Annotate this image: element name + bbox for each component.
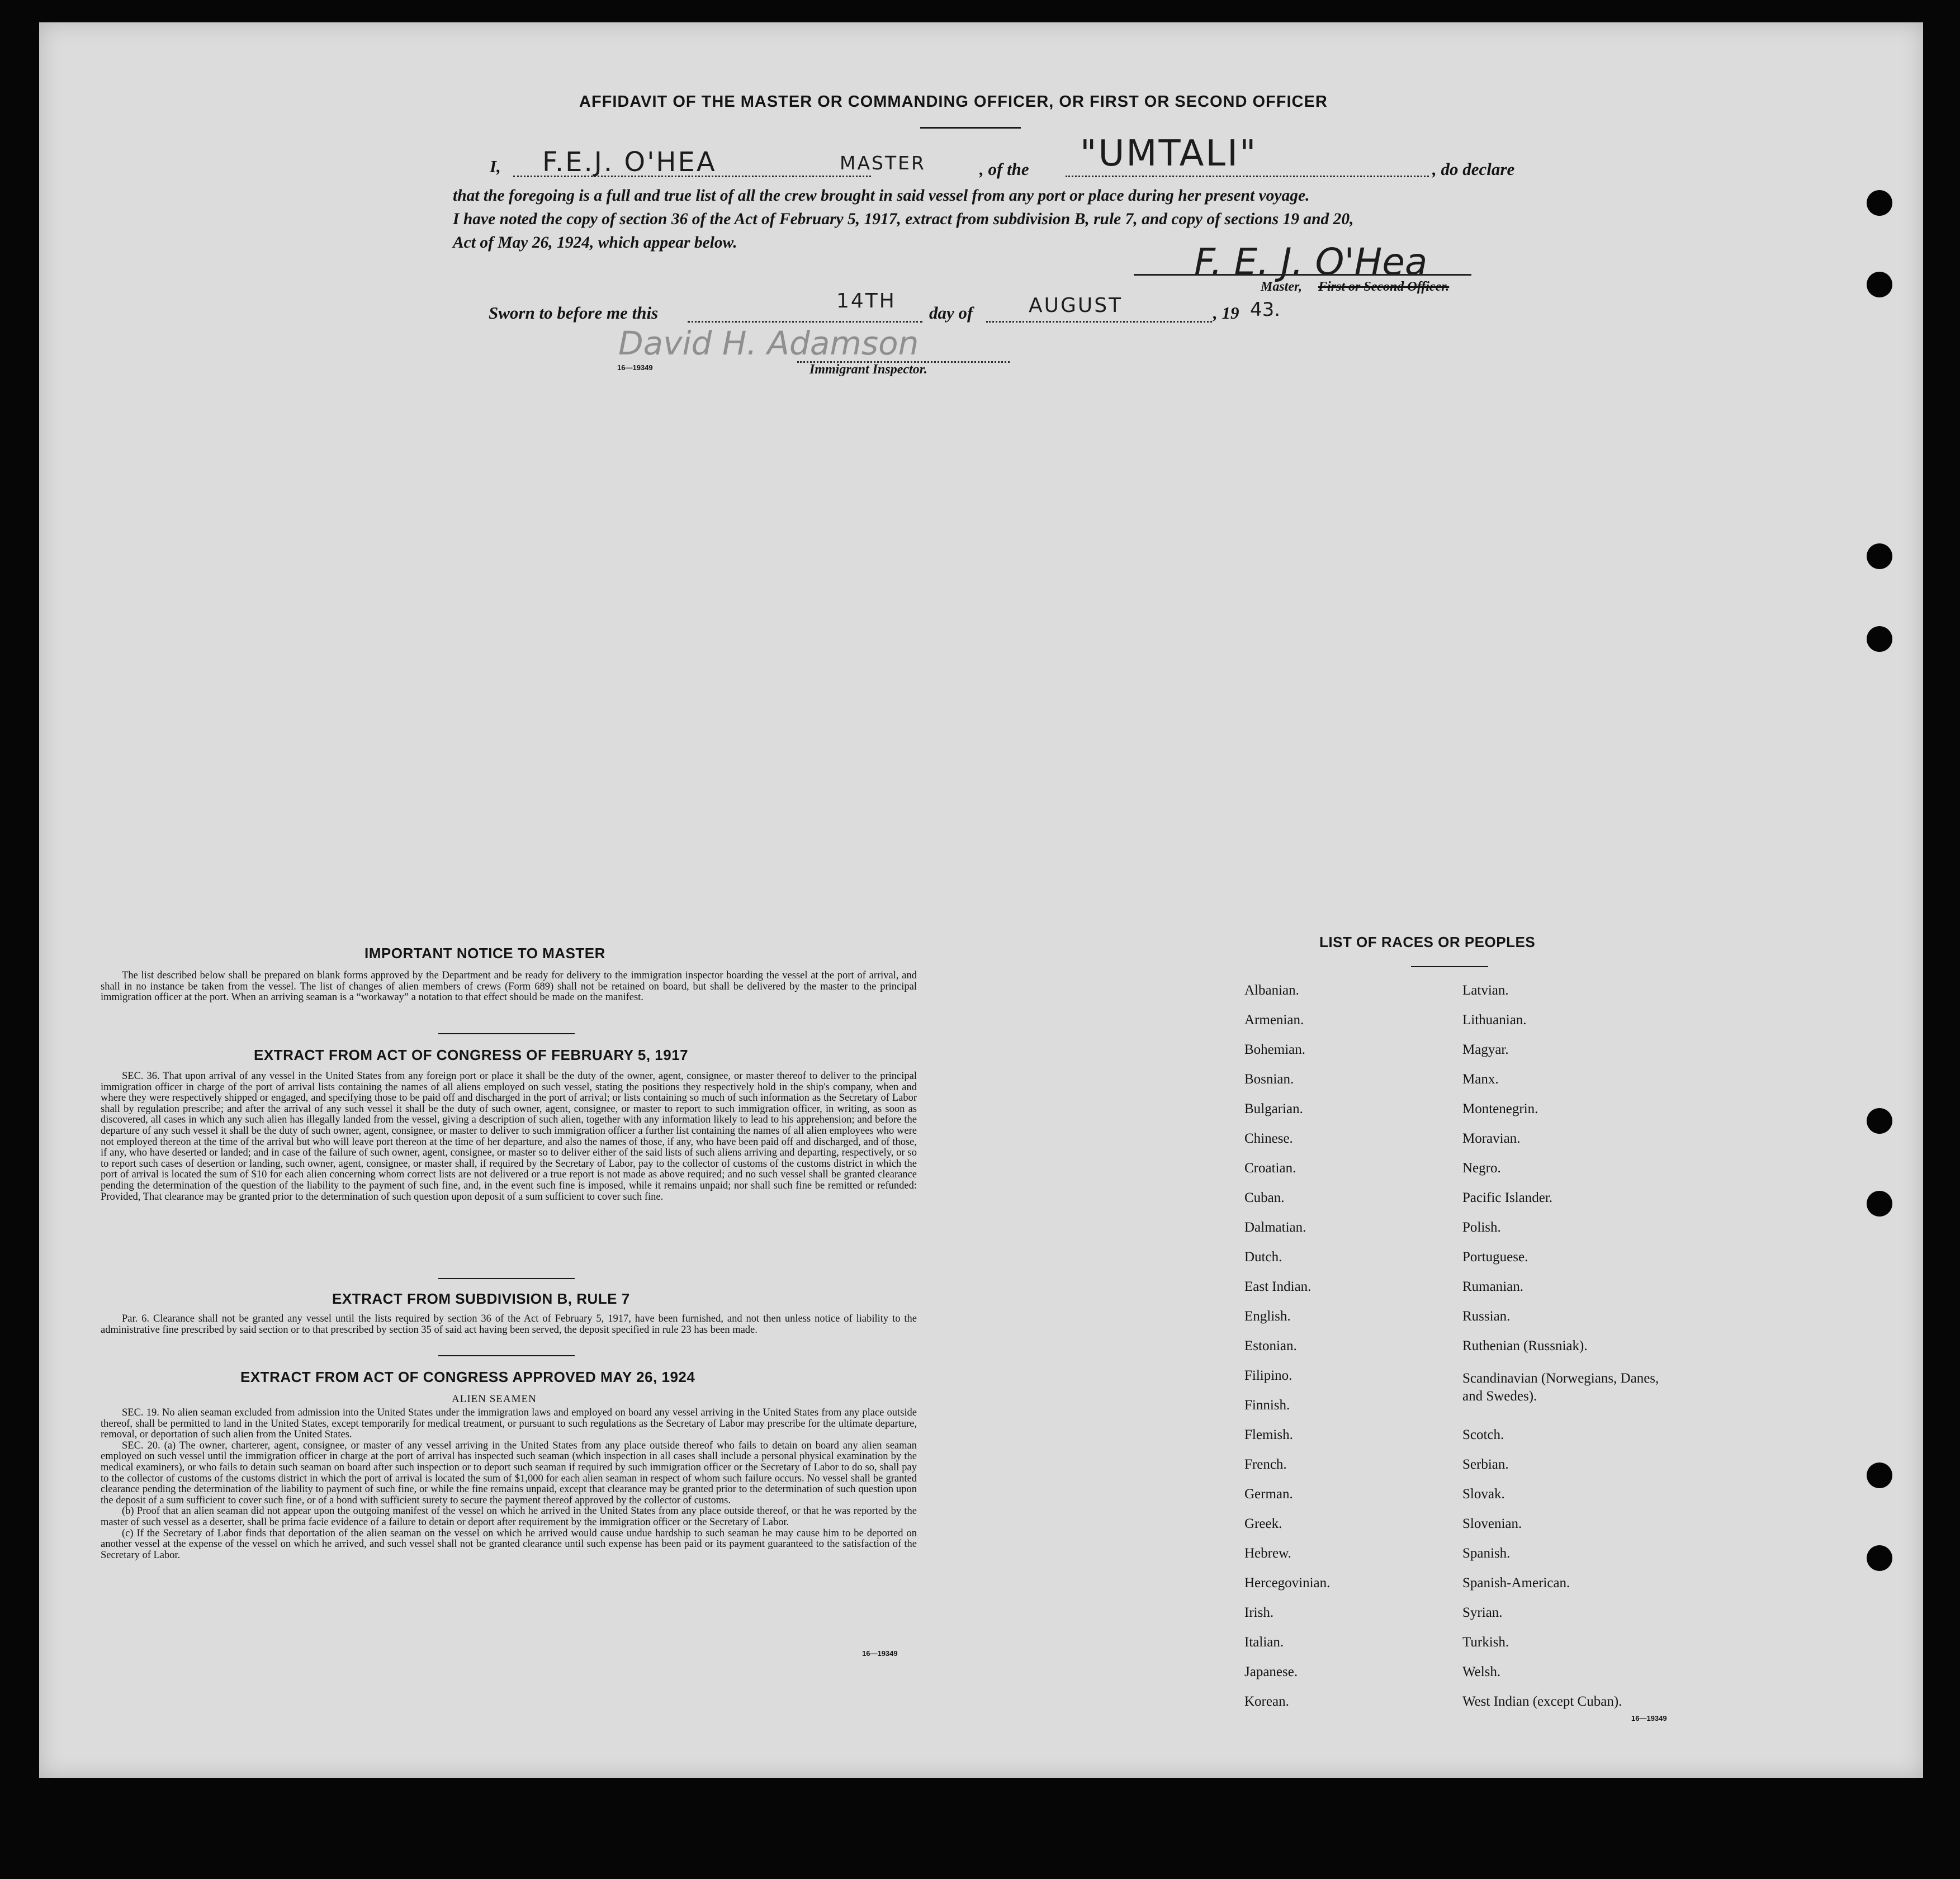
race-item: Pacific Islander. xyxy=(1462,1190,1553,1205)
extract-1917-heading: EXTRACT FROM ACT OF CONGRESS OF FEBRUARY 5, 1917 xyxy=(254,1047,689,1063)
race-item: West Indian (except Cuban). xyxy=(1462,1694,1622,1709)
punch-hole xyxy=(1867,626,1892,652)
race-item: Polish. xyxy=(1462,1220,1501,1235)
race-item: Slovak. xyxy=(1462,1487,1505,1502)
affidavit-title: AFFIDAVIT OF THE MASTER OR COMMANDING OFFICER, OR FIRST OR SECOND OFFICER xyxy=(579,93,1328,111)
race-item: Greek. xyxy=(1244,1516,1282,1531)
punch-hole xyxy=(1867,272,1892,297)
race-item: Dalmatian. xyxy=(1244,1220,1306,1235)
section-divider xyxy=(438,1278,575,1279)
extract-1924-heading: EXTRACT FROM ACT OF CONGRESS APPROVED MAY 26, 1924 xyxy=(240,1369,695,1385)
race-item: Filipino. xyxy=(1244,1368,1293,1383)
vessel-name-handwritten: "UMTALI" xyxy=(1080,133,1258,174)
master-label: Master, xyxy=(1261,280,1303,294)
race-item: Russian. xyxy=(1462,1309,1511,1324)
day-line xyxy=(688,321,922,323)
race-item: Spanish-American. xyxy=(1462,1575,1570,1591)
race-item: Portuguese. xyxy=(1462,1249,1528,1265)
form-number-left: 16—19349 xyxy=(862,1649,898,1658)
notice-paragraph: The list described below shall be prepared on blank forms approved by the Department and be ready for delivery to the immigration inspector boarding the vessel at the port of arrival, and shall in no instance be taken from the vessel. The list of changes of alien members of crews (Form 689) shall not be retained on board, but shall be delivered by the master to the principal immigration officer at the port. When an arriving seaman is a “workaway” a notation to that effect should be made on the manifest. xyxy=(101,970,917,1004)
extract-1917-paragraph: SEC. 36. That upon arrival of any vessel in the United States from any foreign port or place it shall be the duty of the owner, agent, consignee, or master thereof to deliver to the principal immigration officer in charge of the port of arrival lists containing the names of all aliens employed on such vessel, stating the positions they respectively hold in the ship's company, when and where they were respectively shipped or engaged, and specifying those to be paid off and discharged in the port of arrival; or lists containing so much of such information as the Secretary of Labor shall by regulation prescribe; and after the arrival of any such vessel it shall be the duty of such owner, agent, consignee, or master to report to such immigration officer, in writing, as soon as discovered, all cases in which any such alien has illegally landed from the vessel, giving a description of such alien, together with any information likely to lead to his apprehension; and before the departure of any such vessel it shall be the duty of such owner, agent, consignee, or master to deliver to such immigration officer a further list containing the names of all alien employees who were not employed thereon at the time of the arrival but who will leave port thereon at the time of her departure, and also the names of those, if any, who have been paid off and discharged, and of those, if any, who have deserted or landed; and in case of the failure of such owner, agent, consignee, or master so to deliver either of the said lists of such aliens arriving and departing, respectively, or so to report such cases of desertion or landing, such owner, agent, consignee, or master shall, if required by the Secretary of Labor, pay to the collector of customs of the customs district in which the port of arrival is located the sum of $10 for each alien concerning whom correct lists are not delivered or a true report is not made as above required; and no such vessel shall be granted clearance pending the determination of the question of the liability to the payment of such fine, and, in the event such fine is imposed, while it remains unpaid; nor shall such fine be remitted or refunded: Provided, That clearance may be granted prior to the determination of such question upon deposit of a sum sufficient to cover such fine. xyxy=(101,1071,917,1203)
race-item: Manx. xyxy=(1462,1072,1499,1087)
do-declare-label: , do declare xyxy=(1432,159,1515,179)
title-divider xyxy=(920,127,1021,129)
race-item: English. xyxy=(1244,1309,1291,1324)
master-signature: F. E. J. O'Hea xyxy=(1194,240,1428,283)
year-handwritten: 43. xyxy=(1250,299,1281,321)
race-item: Hebrew. xyxy=(1244,1546,1291,1561)
race-item: Moravian. xyxy=(1462,1131,1521,1146)
sec-20c-paragraph: (c) If the Secretary of Labor finds that deportation of the alien seaman on the vessel on which he arrived would cause undue hardship to such seaman he may cause him to be deported on another vessel at the expense of the vessel on which he arrived, and such vessel shall not be granted clearance until such expense has been paid or its payment guaranteed to the satisfaction of the Secretary of Labor. xyxy=(101,1527,917,1561)
inspector-label: Immigrant Inspector. xyxy=(809,362,927,377)
punch-hole xyxy=(1867,1545,1892,1571)
race-item: Italian. xyxy=(1244,1635,1284,1650)
notice-heading: IMPORTANT NOTICE TO MASTER xyxy=(364,945,605,962)
section-divider xyxy=(438,1033,575,1034)
race-item: East Indian. xyxy=(1244,1279,1312,1294)
race-item: Slovenian. xyxy=(1462,1516,1522,1531)
race-item: Estonian. xyxy=(1244,1338,1297,1353)
punch-hole xyxy=(1867,1108,1892,1134)
rule-7-heading: EXTRACT FROM SUBDIVISION B, RULE 7 xyxy=(332,1290,630,1307)
race-item: Chinese. xyxy=(1244,1131,1293,1146)
declaration-line-3: Act of May 26, 1924, which appear below. xyxy=(453,234,737,252)
race-item: Bosnian. xyxy=(1244,1072,1294,1087)
inspector-signature: David H. Adamson xyxy=(618,324,919,362)
race-item: Welsh. xyxy=(1462,1664,1501,1679)
race-item: Scandinavian (Norwegians, Danes, and Swedes). xyxy=(1462,1371,1659,1404)
race-item: Negro. xyxy=(1462,1161,1501,1176)
punch-hole xyxy=(1867,1191,1892,1217)
race-item: Scotch. xyxy=(1462,1427,1504,1442)
race-item: Japanese. xyxy=(1244,1664,1298,1679)
race-item: Korean. xyxy=(1244,1694,1289,1709)
sworn-label: Sworn to before me this xyxy=(489,303,659,323)
race-item: Montenegrin. xyxy=(1462,1101,1538,1116)
notice-text xyxy=(101,971,917,1004)
race-item: Magyar. xyxy=(1462,1042,1509,1057)
race-item: Armenian. xyxy=(1244,1012,1304,1028)
i-label: I, xyxy=(490,157,501,176)
race-item: Ruthenian (Russniak). xyxy=(1462,1338,1588,1353)
master-name-handwritten: F.E.J. O'HEA xyxy=(542,146,717,178)
race-item: Rumanian. xyxy=(1462,1279,1524,1294)
first-or-second-officer-struck: First or Second Officer. xyxy=(1318,280,1450,294)
race-item: Albanian. xyxy=(1244,983,1299,998)
sec-20a-paragraph: SEC. 20. (a) The owner, charterer, agent, consignee, or master of any vessel arriving in the United States from any place outside thereof who fails to detain on board any alien seaman employed on such vessel until the immigration officer in charge at the port of arrival has inspected such seaman (which inspection in all cases shall include a personal physical examination by the medical examiners), or who fails to detain such seaman on board after such inspection or to deport such seaman if required by such immigration officer or the Secretary of Labor to do so, shall pay to the collector of customs of the customs district in which the port of arrival is located the sum of $1,000 for each alien seaman in respect of whom such failure occurs. No vessel shall be granted clearance pending the determination of the liability to payment of such fine, or while the fine remains unpaid, except that clearance may be granted prior to the determination of such question upon the deposit of a sum sufficient to cover such fine, or of a bond with sufficient surety to secure the payment thereof approved by the collector of customs. xyxy=(101,1440,917,1506)
race-item: French. xyxy=(1244,1457,1287,1472)
race-item: Finnish. xyxy=(1244,1398,1290,1413)
day-of-label: day of xyxy=(929,303,973,323)
punch-hole xyxy=(1867,543,1892,569)
rank-handwritten: MASTER xyxy=(840,152,926,174)
punch-hole xyxy=(1867,1463,1892,1488)
section-divider xyxy=(438,1355,575,1356)
race-item: Serbian. xyxy=(1462,1457,1509,1472)
extract-1924-text xyxy=(101,1408,917,1561)
day-handwritten: 14TH xyxy=(836,290,896,313)
race-item: Bulgarian. xyxy=(1244,1101,1303,1116)
sec-19-paragraph: SEC. 19. No alien seaman excluded from admission into the United States under the immigration laws and employed on board any vessel arriving in the United States from any place outside thereof, shall be permitted to land in the United States, except temporarily for medical treatment, or pursuant to such regulations as the Secretary of Labor may prescribe for the ultimate departure, removal, or deportation of such alien from the United States. xyxy=(101,1407,917,1441)
race-item: Bohemian. xyxy=(1244,1042,1306,1057)
race-item: Lithuanian. xyxy=(1462,1012,1527,1028)
race-item: Dutch. xyxy=(1244,1249,1282,1265)
rule-7-paragraph: Par. 6. Clearance shall not be granted any vessel until the lists required by section 36 of the Act of February 5, 1917, have been furnished, and not then unless notice of liability to the administrative fine prescribed by said section or to that prescribed by section 35 of said act having been served, the deposit specified in rule 23 has been made. xyxy=(101,1313,917,1336)
race-item: Croatian. xyxy=(1244,1161,1296,1176)
sec-20b-paragraph: (b) Proof that an alien seaman did not appear upon the outgoing manifest of the vessel on which he arrived in the United States from any place outside thereof, or that he was reported by the master of such vessel as a deserter, shall be prima facie evidence of a failure to detain or deport after requirement by the immigration officer or the Secretary of Labor. xyxy=(101,1506,917,1528)
vessel-line xyxy=(1066,176,1429,177)
declaration-line-1: that the foregoing is a full and true list of all the crew brought in said vessel from any port or place during her present voyage. xyxy=(453,187,1310,205)
document-page xyxy=(39,22,1923,1778)
form-number-right: 16—19349 xyxy=(1631,1714,1667,1722)
race-item: Hercegovinian. xyxy=(1244,1575,1331,1591)
of-the-label: , of the xyxy=(979,159,1029,179)
month-line xyxy=(986,321,1212,323)
race-item: Irish. xyxy=(1244,1605,1274,1620)
race-item: Flemish. xyxy=(1244,1427,1293,1442)
signature-line xyxy=(1134,274,1471,276)
year-prefix: , 19 xyxy=(1213,303,1239,323)
punch-hole xyxy=(1867,190,1892,216)
race-item: Latvian. xyxy=(1462,983,1509,998)
races-divider xyxy=(1411,966,1488,967)
race-item: German. xyxy=(1244,1487,1293,1502)
extract-1917-text xyxy=(101,1071,917,1203)
races-heading: LIST OF RACES OR PEOPLES xyxy=(1319,934,1536,950)
race-item: Cuban. xyxy=(1244,1190,1285,1205)
race-item: Spanish. xyxy=(1462,1546,1511,1561)
rule-7-text xyxy=(101,1314,917,1336)
race-item: Syrian. xyxy=(1462,1605,1503,1620)
race-item: Turkish. xyxy=(1462,1635,1509,1650)
inspector-form-number: 16—19349 xyxy=(617,363,653,372)
declaration-line-2: I have noted the copy of section 36 of the Act of February 5, 1917, extract from subdivision B, rule 7, and copy of sections 19 and 20, xyxy=(453,210,1354,228)
alien-seamen-subheading: ALIEN SEAMEN xyxy=(452,1393,537,1405)
month-handwritten: AUGUST xyxy=(1029,294,1123,317)
